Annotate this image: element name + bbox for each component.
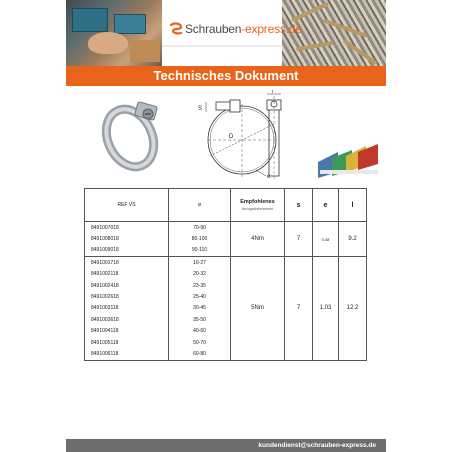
page-title: Technisches Dokument (66, 66, 386, 86)
cell-diameter: 70-90 (169, 222, 231, 234)
cell-ref: 8491003618 (85, 314, 169, 325)
cell-ref: 8491002418 (85, 280, 169, 291)
cell-diameter: 40-60 (169, 326, 231, 337)
table-row (85, 257, 367, 269)
label-d: D (229, 134, 234, 140)
header-diameter: ø (169, 189, 231, 222)
header-e: e (313, 189, 339, 222)
label-s: S (198, 106, 203, 112)
specification-table (84, 188, 367, 361)
header-torque-subtitle: Anzugsdrehmoment (241, 207, 274, 211)
front-view-drawing (206, 100, 276, 178)
logo-text-primary: Schrauben (185, 22, 242, 36)
cell-ref: 8491002118 (85, 269, 169, 280)
cell-diameter: 60-80 (169, 348, 231, 360)
cell-ref: 8491003118 (85, 303, 169, 314)
cell-diameter: 90-110 (169, 245, 231, 257)
header-torque (231, 189, 285, 222)
cell-diameter: 50-70 (169, 337, 231, 348)
header-banner (66, 0, 386, 66)
technical-drawings (66, 90, 386, 182)
cell-ref: 8491004118 (85, 326, 169, 337)
cell-s: 7 (285, 257, 313, 361)
cell-ref: 8491008018 (85, 233, 169, 244)
cell-ref: 8491005118 (85, 337, 169, 348)
header-torque-title: Empfohlenes (240, 199, 275, 205)
cell-diameter: 20-32 (169, 269, 231, 280)
cell-ref: 8491006118 (85, 348, 169, 360)
hose-clamp-illustration (97, 102, 162, 175)
logo-text-accent: -express.de (241, 22, 302, 36)
header-s: s (285, 189, 313, 222)
label-e: e (267, 174, 271, 180)
cell-ref: 8491009018 (85, 245, 169, 257)
cell-s: 7 (285, 222, 313, 257)
table-row (85, 222, 367, 234)
cell-torque: 5Nm (231, 257, 285, 361)
cell-l: 12.2 (339, 257, 367, 361)
workshop-photo (66, 0, 162, 66)
cell-diameter: 80-100 (169, 233, 231, 244)
footer-email-link[interactable]: kundendienst@schrauben-express.de (258, 442, 376, 449)
cell-diameter: 25-40 (169, 291, 231, 302)
cell-diameter: 23-35 (169, 280, 231, 291)
side-view-drawing (267, 94, 281, 180)
cell-e: 1.03 (313, 257, 339, 361)
cell-ref: 8491001718 (85, 257, 169, 269)
cell-torque: 4Nm (231, 222, 285, 257)
footer-bar (66, 439, 386, 452)
header-ref: REF VS (85, 189, 169, 222)
cell-ref: 8491002618 (85, 291, 169, 302)
logo-icon (169, 22, 183, 36)
document-page (66, 0, 386, 452)
header-l: l (339, 189, 367, 222)
label-l: I (272, 90, 274, 95)
logo-text (185, 22, 302, 36)
cell-diameter: 35-50 (169, 314, 231, 325)
product-range-graphic (318, 144, 378, 178)
cell-e: 0,48 (313, 222, 339, 257)
cell-diameter: 16-27 (169, 257, 231, 269)
cell-diameter: 30-45 (169, 303, 231, 314)
cell-l: 9.2 (339, 222, 367, 257)
cell-ref: 8491007018 (85, 222, 169, 234)
table-header-row (85, 189, 367, 222)
